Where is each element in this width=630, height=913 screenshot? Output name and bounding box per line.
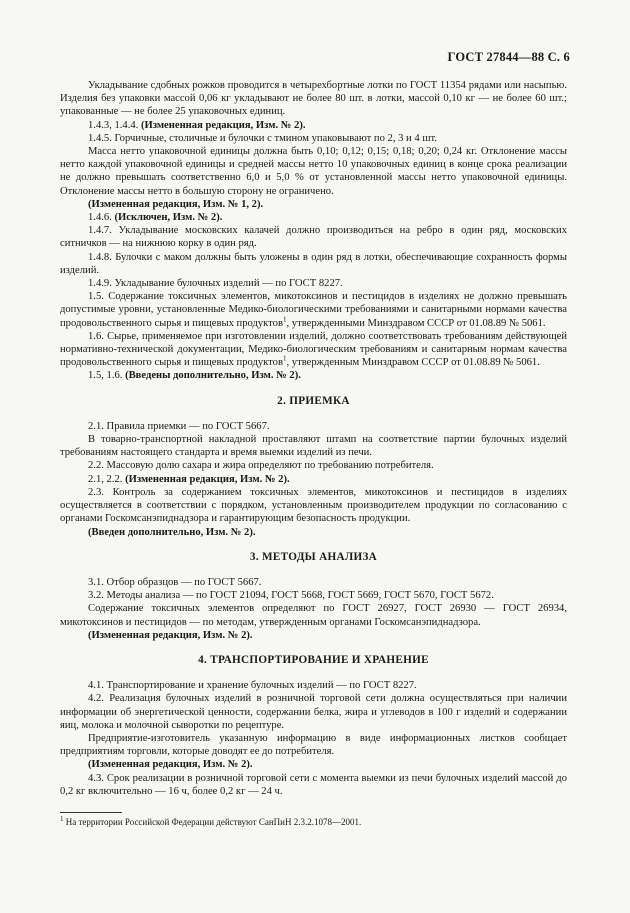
footnote-divider — [60, 812, 122, 813]
document-body — [60, 79, 567, 798]
footnote-ref: 1 — [282, 354, 287, 363]
amendment-note: (Введен дополнительно, Изм. № 2). — [88, 526, 256, 538]
amendment-note: (Измененная редакция, Изм. № 2). — [88, 759, 253, 771]
footnote-ref: 1 — [282, 315, 287, 324]
paragraph-text: 1.6. Сырье, применяемое при изготовлении изделий, должно соответствовать требованиям действующей нормативно-технической документации, Медико-биологическим требованиям и санитарным нормам качества продовольственного сырья и пищевых продуктов — [60, 330, 567, 369]
paragraph: 4.3. Срок реализации в розничной торговой сети с момента выемки из печи булочных изделий массой до 0,2 кг включительно — 16 ч, более 0,2 кг — 24 ч. — [60, 772, 567, 797]
paragraph — [60, 330, 567, 370]
paragraph-text: , утвержденным Минздравом СССР от 01.08.89 № 5061. — [286, 357, 540, 369]
paragraph: 1.4.9. Укладывание булочных изделий — по ГОСТ 8227. — [88, 278, 343, 290]
paragraph — [60, 119, 567, 132]
clause-number: 2.1, 2.2. — [88, 473, 126, 485]
footnote-marker: 1 — [60, 815, 64, 823]
paragraph: В товарно-транспортной накладной проставляют штамп на соответствие партии булочных изделий требованиям настоящего стандарта и время выемки изделий из печи. — [60, 434, 567, 459]
section-heading: 4. ТРАНСПОРТИРОВАНИЕ И ХРАНЕНИЕ — [198, 653, 429, 666]
paragraph-text: , утвержденными Минздравом СССР от 01.08.89 № 5061. — [286, 317, 546, 329]
paragraph: Предприятие-изготовитель указанную информацию в виде информационных листков сообщает предприятиям торговли, которые доводят ее до потребителя. — [60, 732, 567, 758]
clause-number: 1.4.3, 1.4.4. — [88, 119, 141, 131]
paragraph: Содержание токсичных элементов определяют по ГОСТ 26927, ГОСТ 26930 — ГОСТ 26934, микотоксинов и пестицидов — по методам, утвержденным органами Госкомсанэпиднадзора. — [60, 603, 567, 628]
footnote — [60, 816, 567, 828]
amendment-note: (Измененная редакция, Изм. № 1, 2). — [88, 198, 264, 210]
footnote-text: На территории Российской Федерации действуют СанПиН 2.3.2.1078—2001. — [63, 817, 362, 827]
paragraph — [60, 290, 567, 330]
paragraph — [60, 211, 567, 224]
paragraph: 1.4.5. Горчичные, столичные и булочки с тмином упаковывают по 2, 3 и 4 шт. — [88, 132, 437, 144]
paragraph: 1.4.7. Укладывание московских калачей должно производиться на ребро в один ряд, московских ситничков — на нижнюю корку в один ряд. — [60, 225, 567, 250]
amendment-note: (Введены дополнительно, Изм. № 2). — [125, 370, 301, 382]
paragraph: 3.2. Методы анализа — по ГОСТ 21094, ГОСТ 5668, ГОСТ 5669, ГОСТ 5670, ГОСТ 5672. — [88, 590, 494, 602]
paragraph: 4.2. Реализация булочных изделий в розничной торговой сети должна осуществляться при наличии информации об энергетической ценности, содержании белка, жира и углеводов в 100 г изделий и содержании яиц, молока и молочной сыворотки по рецептуре. — [60, 693, 567, 731]
amendment-note: (Измененная редакция, Изм. № 2). — [140, 119, 306, 131]
paragraph-text: 1.5. Содержание токсичных элементов, микотоксинов и пестицидов в изделиях не должно превышать допустимые уровни, установленные Медико-биологическими требованиями и санитарными нормами качества продовольственного сырья и пищевых продуктов — [60, 291, 567, 329]
paragraph — [60, 369, 567, 382]
clause-number: 1.5, 1.6. — [88, 370, 126, 382]
amendment-note: (Измененная редакция, Изм. № 2). — [125, 473, 290, 485]
paragraph: 2.2. Массовую долю сахара и жира определяют по требованию потребителя. — [88, 460, 434, 472]
section-heading: 3. МЕТОДЫ АНАЛИЗА — [249, 550, 378, 563]
paragraph: Масса нетто упаковочной единицы должна быть 0,10; 0,12; 0,15; 0,18; 0,20; 0,24 кг. Отклонение массы нетто каждой упаковочной единицы и средней массы нетто 10 упаковочных единиц в конце срока реализации не должно превышать соответственно 6,0 и 5,0 % от установленной массы нетто упаковочной единицы. Отклонение массы нетто в большую сторону не ограничено. — [60, 146, 567, 197]
amendment-note: (Измененная редакция, Изм. № 2). — [88, 629, 253, 641]
paragraph: 3.1. Отбор образцов — по ГОСТ 5667. — [88, 576, 262, 588]
paragraph: 1.4.8. Булочки с маком должны быть уложены в один ряд в лотки, обеспечивающие сохранность формы изделий. — [60, 251, 567, 276]
clause-number: 1.4.6. — [88, 212, 115, 224]
paragraph — [60, 473, 567, 486]
page-header: ГОСТ 27844—88 С. 6 — [447, 50, 570, 64]
paragraph: 2.1. Правила приемки — по ГОСТ 5667. — [88, 420, 270, 432]
section-heading: 2. ПРИЕМКА — [277, 394, 350, 407]
paragraph: 4.1. Транспортирование и хранение булочных изделий — по ГОСТ 8227. — [88, 680, 417, 692]
paragraph: 2.3. Контроль за содержанием токсичных элементов, микотоксинов и пестицидов в изделиях осуществляется в соответствии с порядком, установленным производителем продукции по согласованию с органами Госкомсанэпиднадзора и гарантирующим безопасность продукции. — [60, 486, 567, 525]
paragraph: Укладывание сдобных рожков проводится в четырехбортные лотки по ГОСТ 11354 рядами или насыпью. Изделия без упаковки массой 0,06 кг укладывают не более 80 шт. в лотки, массой 0,10 кг — не более 60 шт.; упакованные — не более 25 упаковочных единиц. — [60, 80, 567, 118]
amendment-note: (Исключен, Изм. № 2). — [114, 212, 223, 224]
